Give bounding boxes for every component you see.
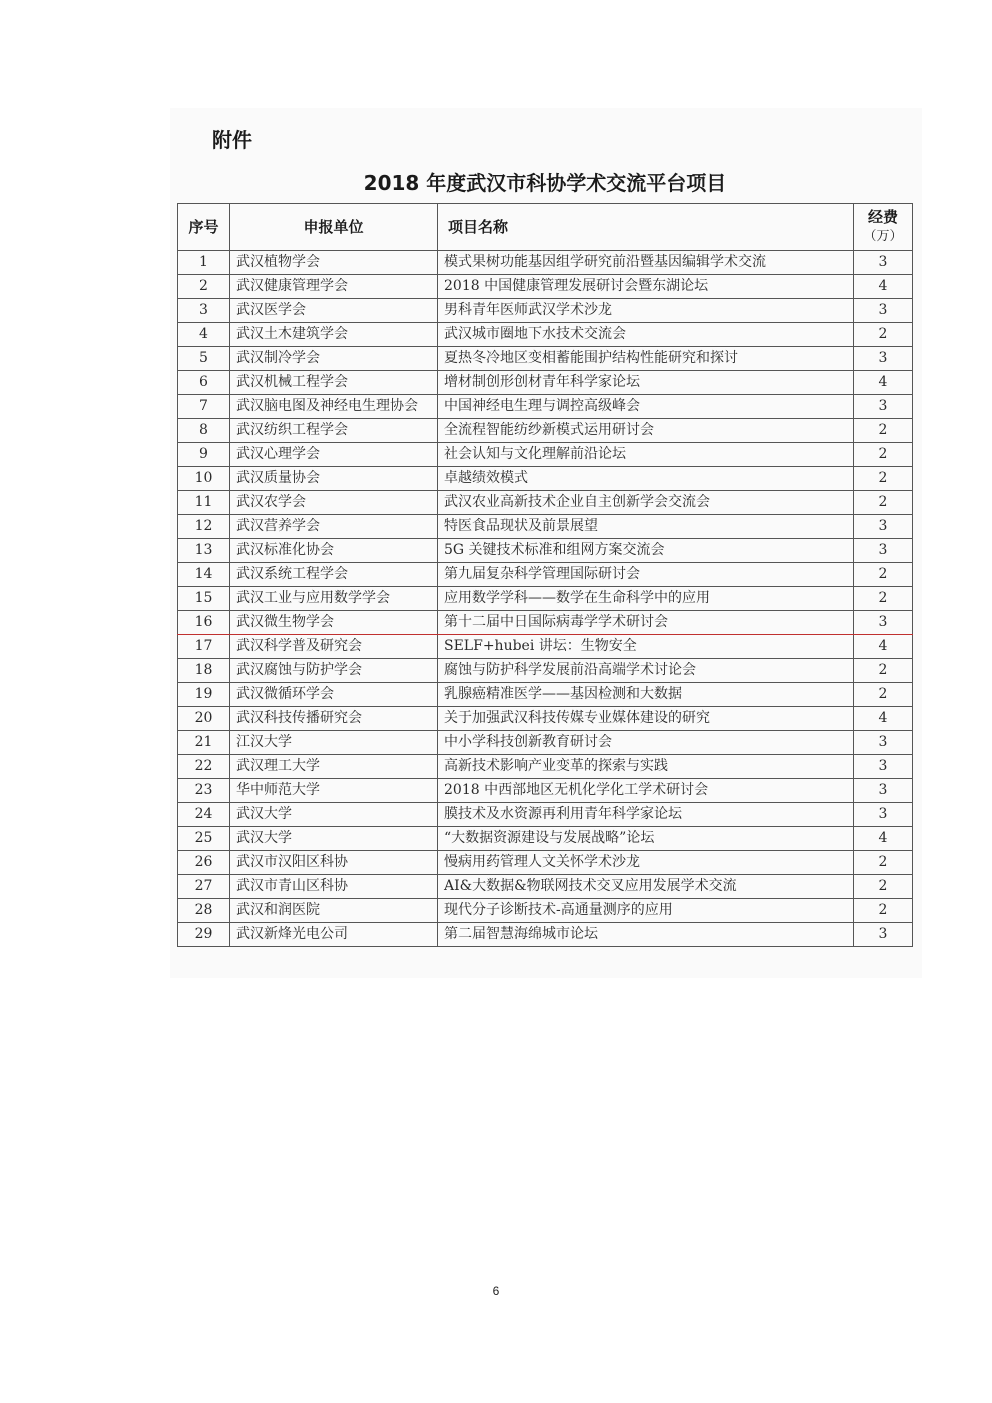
row-fee: 2 <box>854 851 913 875</box>
table-row <box>178 515 913 539</box>
row-unit: 武汉纺织工程学会 <box>230 419 438 443</box>
table-row <box>178 803 913 827</box>
attachment-label: 附件 <box>212 128 252 152</box>
row-number: 17 <box>178 635 230 659</box>
document-title: 2018 年度武汉市科协学术交流平台项目 <box>363 171 727 195</box>
row-project: 武汉农业高新技术企业自主创新学会交流会 <box>438 491 854 515</box>
row-number: 19 <box>178 683 230 707</box>
row-number: 20 <box>178 707 230 731</box>
row-project: 2018 中西部地区无机化学化工学术研讨会 <box>438 779 854 803</box>
row-number: 25 <box>178 827 230 851</box>
row-fee: 2 <box>854 467 913 491</box>
row-fee: 3 <box>854 347 913 371</box>
row-number: 10 <box>178 467 230 491</box>
row-unit: 武汉市青山区科协 <box>230 875 438 899</box>
row-number: 5 <box>178 347 230 371</box>
row-unit: 武汉制冷学会 <box>230 347 438 371</box>
row-number: 12 <box>178 515 230 539</box>
row-fee: 3 <box>854 611 913 635</box>
row-unit: 武汉理工大学 <box>230 755 438 779</box>
row-number: 16 <box>178 611 230 635</box>
row-number: 26 <box>178 851 230 875</box>
row-project: 男科青年医师武汉学术沙龙 <box>438 299 854 323</box>
row-project: 全流程智能纺纱新模式运用研讨会 <box>438 419 854 443</box>
row-unit: 武汉标准化协会 <box>230 539 438 563</box>
row-unit: 华中师范大学 <box>230 779 438 803</box>
table-body <box>178 251 913 947</box>
table-header <box>178 204 913 251</box>
table-row <box>178 395 913 419</box>
row-project: 第十二届中日国际病毒学学术研讨会 <box>438 611 854 635</box>
table-row <box>178 611 913 635</box>
row-fee: 2 <box>854 659 913 683</box>
table-row <box>178 779 913 803</box>
row-fee: 2 <box>854 323 913 347</box>
row-fee: 2 <box>854 683 913 707</box>
row-fee: 3 <box>854 779 913 803</box>
row-unit: 武汉营养学会 <box>230 515 438 539</box>
table-row <box>178 683 913 707</box>
header-fee-unit: （万） <box>863 229 903 244</box>
table-row <box>178 491 913 515</box>
row-number: 18 <box>178 659 230 683</box>
row-unit: 武汉微循环学会 <box>230 683 438 707</box>
row-project: 腐蚀与防护科学发展前沿高端学术讨论会 <box>438 659 854 683</box>
row-project: 夏热冬冷地区变相蓄能围护结构性能研究和探讨 <box>438 347 854 371</box>
table-row <box>178 587 913 611</box>
row-number: 4 <box>178 323 230 347</box>
table-row <box>178 323 913 347</box>
row-fee: 4 <box>854 371 913 395</box>
row-project: “大数据资源建设与发展战略”论坛 <box>438 827 854 851</box>
row-number: 7 <box>178 395 230 419</box>
row-fee: 3 <box>854 731 913 755</box>
table-row <box>178 467 913 491</box>
table-row <box>178 899 913 923</box>
table-row <box>178 707 913 731</box>
row-number: 2 <box>178 275 230 299</box>
row-number: 29 <box>178 923 230 947</box>
row-project: 乳腺癌精准医学——基因检测和大数据 <box>438 683 854 707</box>
header-fee-label: 经费 <box>867 208 898 226</box>
row-project: 社会认知与文化理解前沿论坛 <box>438 443 854 467</box>
row-number: 6 <box>178 371 230 395</box>
table-row <box>178 731 913 755</box>
row-project: 慢病用药管理人文关怀学术沙龙 <box>438 851 854 875</box>
row-project: 第二届智慧海绵城市论坛 <box>438 923 854 947</box>
row-number: 24 <box>178 803 230 827</box>
row-number: 3 <box>178 299 230 323</box>
row-unit: 武汉工业与应用数学学会 <box>230 587 438 611</box>
table-row <box>178 347 913 371</box>
row-fee: 4 <box>854 635 913 659</box>
row-project: 第九届复杂科学管理国际研讨会 <box>438 563 854 587</box>
row-project: 现代分子诊断技术-高通量测序的应用 <box>438 899 854 923</box>
row-project: 特医食品现状及前景展望 <box>438 515 854 539</box>
row-unit: 武汉医学会 <box>230 299 438 323</box>
table-row <box>178 827 913 851</box>
row-unit: 武汉系统工程学会 <box>230 563 438 587</box>
table-row <box>178 371 913 395</box>
row-fee: 2 <box>854 491 913 515</box>
row-project: 中国神经电生理与调控高级峰会 <box>438 395 854 419</box>
row-fee: 2 <box>854 875 913 899</box>
row-number: 21 <box>178 731 230 755</box>
row-project: 卓越绩效模式 <box>438 467 854 491</box>
table-row <box>178 923 913 947</box>
row-project: 模式果树功能基因组学研究前沿暨基因编辑学术交流 <box>438 251 854 275</box>
row-fee: 2 <box>854 587 913 611</box>
row-unit: 武汉大学 <box>230 827 438 851</box>
row-fee: 3 <box>854 539 913 563</box>
table-row <box>178 659 913 683</box>
row-project: 应用数学学科——数学在生命科学中的应用 <box>438 587 854 611</box>
table-row <box>178 251 913 275</box>
row-fee: 4 <box>854 707 913 731</box>
row-unit: 武汉科学普及研究会 <box>230 635 438 659</box>
row-unit: 武汉健康管理学会 <box>230 275 438 299</box>
row-unit: 武汉脑电图及神经电生理协会 <box>230 395 438 419</box>
row-project: 增材制创形创材青年科学家论坛 <box>438 371 854 395</box>
row-unit: 武汉农学会 <box>230 491 438 515</box>
row-project: 高新技术影响产业变革的探索与实践 <box>438 755 854 779</box>
row-unit: 武汉机械工程学会 <box>230 371 438 395</box>
row-number: 22 <box>178 755 230 779</box>
header-fee <box>854 204 913 251</box>
row-number: 15 <box>178 587 230 611</box>
row-project: SELF+hubei 讲坛：生物安全 <box>438 635 854 659</box>
row-number: 27 <box>178 875 230 899</box>
row-fee: 3 <box>854 923 913 947</box>
row-fee: 4 <box>854 827 913 851</box>
row-fee: 3 <box>854 395 913 419</box>
table-row <box>178 539 913 563</box>
row-unit: 武汉新烽光电公司 <box>230 923 438 947</box>
row-project: AI&大数据&物联网技术交叉应用发展学术交流 <box>438 875 854 899</box>
row-fee: 2 <box>854 443 913 467</box>
row-fee: 3 <box>854 251 913 275</box>
page-number: 6 <box>492 1284 500 1298</box>
table-row <box>178 755 913 779</box>
row-number: 8 <box>178 419 230 443</box>
row-number: 23 <box>178 779 230 803</box>
table-row <box>178 875 913 899</box>
header-no: 序号 <box>178 204 230 251</box>
row-unit: 武汉心理学会 <box>230 443 438 467</box>
row-unit: 江汉大学 <box>230 731 438 755</box>
table-row <box>178 443 913 467</box>
table-row <box>178 851 913 875</box>
row-project: 中小学科技创新教育研讨会 <box>438 731 854 755</box>
row-project: 关于加强武汉科技传媒专业媒体建设的研究 <box>438 707 854 731</box>
row-project: 膜技术及水资源再利用青年科学家论坛 <box>438 803 854 827</box>
table-row <box>178 635 913 659</box>
row-number: 11 <box>178 491 230 515</box>
table-row <box>178 419 913 443</box>
row-number: 13 <box>178 539 230 563</box>
header-project: 项目名称 <box>438 204 854 251</box>
row-fee: 2 <box>854 563 913 587</box>
row-unit: 武汉植物学会 <box>230 251 438 275</box>
row-fee: 3 <box>854 755 913 779</box>
row-unit: 武汉腐蚀与防护学会 <box>230 659 438 683</box>
row-unit: 武汉科技传播研究会 <box>230 707 438 731</box>
row-project: 5G 关键技术标准和组网方案交流会 <box>438 539 854 563</box>
row-fee: 3 <box>854 299 913 323</box>
header-unit: 申报单位 <box>230 204 438 251</box>
row-unit: 武汉大学 <box>230 803 438 827</box>
table-row <box>178 563 913 587</box>
project-table <box>177 203 913 947</box>
row-number: 1 <box>178 251 230 275</box>
row-unit: 武汉微生物学会 <box>230 611 438 635</box>
row-project: 武汉城市圈地下水技术交流会 <box>438 323 854 347</box>
row-fee: 2 <box>854 899 913 923</box>
table-row <box>178 299 913 323</box>
row-fee: 2 <box>854 419 913 443</box>
row-unit: 武汉土木建筑学会 <box>230 323 438 347</box>
row-number: 9 <box>178 443 230 467</box>
row-unit: 武汉市汉阳区科协 <box>230 851 438 875</box>
row-number: 28 <box>178 899 230 923</box>
row-fee: 3 <box>854 803 913 827</box>
row-fee: 3 <box>854 515 913 539</box>
row-fee: 4 <box>854 275 913 299</box>
row-number: 14 <box>178 563 230 587</box>
row-unit: 武汉和润医院 <box>230 899 438 923</box>
table-row <box>178 275 913 299</box>
header-row <box>178 204 913 251</box>
row-project: 2018 中国健康管理发展研讨会暨东湖论坛 <box>438 275 854 299</box>
row-unit: 武汉质量协会 <box>230 467 438 491</box>
